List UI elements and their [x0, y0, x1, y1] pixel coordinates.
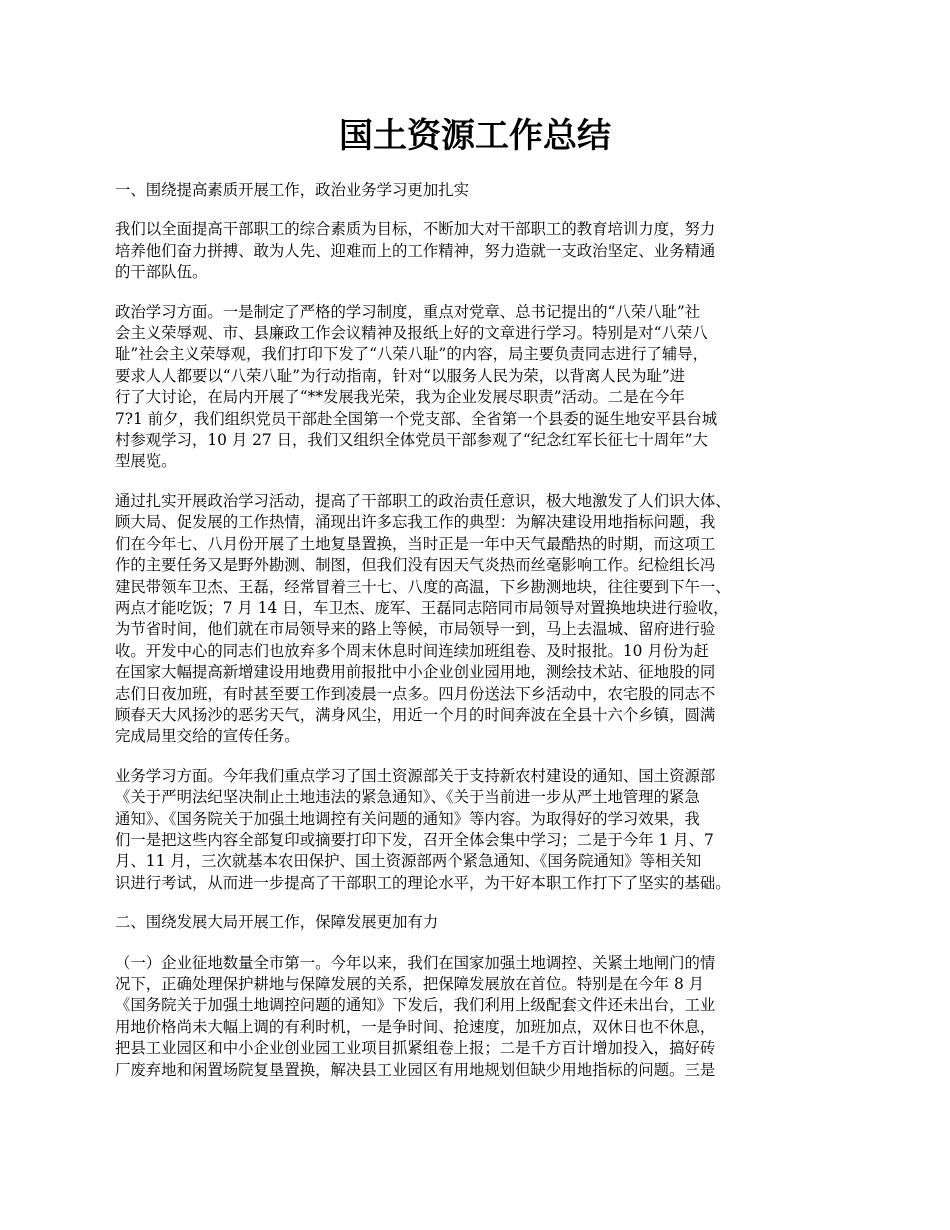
text-line: 会主义荣辱观、市、县廉政工作会议精神及报纸上好的文章进行学习。特别是对“八荣八	[115, 324, 708, 343]
text-line: 行了大讨论，在局内开展了“**发展我光荣，我为企业发展尽职责”活动。二是在今年	[115, 388, 685, 407]
paragraph-study-results	[115, 491, 853, 748]
text-line: 识进行考试，从而进一步提高了干部职工的理论水平，为干好本职工作打下了坚实的基础。	[115, 873, 731, 892]
document-body	[115, 180, 853, 1099]
document-title: 国土资源工作总结	[339, 116, 611, 156]
text-line: 《国务院关于加强土地调控问题的通知》下发后，我们利用上级配套文件还未出台，工业	[115, 996, 716, 1015]
text-line: 作的主要任务又是野外勘测、制图，但我们没有因天气炎热而丝毫影响工作。纪检组长冯	[115, 556, 716, 575]
text-line: 培养他们奋力拼搏、敢为人先、迎难而上的工作精神，努力造就一支政治坚定、业务精通	[115, 241, 716, 260]
text-line: 们在今年七、八月份开展了土地复垦置换，当时正是一年中天气最酷热的时期，而这项工	[115, 534, 716, 553]
text-line: （一）企业征地数量全市第一。今年以来，我们在国家加强土地调控、关紧土地闸门的情	[115, 953, 716, 972]
paragraph-land-acquisition	[115, 953, 853, 1081]
text-line: 通知》、《国务院关于加强土地调控有关问题的通知》等内容。为取得好的学习效果，我	[115, 809, 700, 828]
text-line: 收。开发中心的同志们也放弃多个周末休息时间连续加班组卷、及时报批。10 月份为赶	[115, 641, 709, 660]
text-line: 7?1 前夕，我们组织党员干部赴全国第一个党支部、全省第一个县委的诞生地安平县台城	[115, 409, 718, 428]
text-line: 月、11 月，三次就基本农田保护、国土资源部两个紧急通知、《国务院通知》等相关知	[115, 852, 702, 871]
text-line: 把县工业园区和中小企业创业园工业项目抓紧组卷上报；二是千方百计增加投入，搞好砖	[115, 1039, 716, 1058]
text-line: 政治学习方面。一是制定了严格的学习制度，重点对党章、总书记提出的“八荣八耻”社	[115, 302, 701, 321]
paragraph-political-study	[115, 302, 853, 473]
text-line: 在国家大幅提高新增建设用地费用前报批中小企业创业园用地，测绘技术站、征地股的同	[115, 663, 716, 682]
text-line: 为节省时间，他们就在市局领导来的路上等候，市局领导一到，马上去温城、留府进行验	[115, 620, 716, 639]
section-heading-1: 一、围绕提高素质开展工作，政治业务学习更加扎实	[115, 181, 469, 199]
text-line: 型展览。	[115, 452, 177, 471]
text-line: 顾大局、促发展的工作热情，涌现出许多忘我工作的典型：为解决建设用地指标问题，我	[115, 513, 716, 532]
text-line: 《关于严明法纪坚决制止土地违法的紧急通知》、《关于当前进一步从严土地管理的紧急	[115, 788, 700, 807]
text-line: 通过扎实开展政治学习活动，提高了干部职工的政治责任意识，极大地激发了人们识大体、	[115, 491, 731, 510]
text-line: 村参观学习，10 月 27 日，我们又组织全体党员干部参观了“纪念红军长征七十周年”大	[115, 431, 708, 450]
text-line: 要求人人都要以“八荣八耻”为行动指南，针对“以服务人民为荣，以背离人民为耻”进	[115, 366, 686, 385]
text-line: 顾春天大风扬沙的恶劣天气，满身风尘，用近一个月的时间奔波在全县十六个乡镇，圆满	[115, 705, 716, 724]
text-line: 耻”社会主义荣辱观，我们打印下发了“八荣八耻”的内容，局主要负责同志进行了辅导，	[115, 345, 709, 364]
text-line: 业务学习方面。今年我们重点学习了国土资源部关于支持新农村建设的通知、国土资源部	[115, 766, 716, 785]
text-line: 完成局里交给的宣传任务。	[115, 727, 300, 746]
text-line: 我们以全面提高干部职工的综合素质为目标，不断加大对干部职工的教育培训力度，努力	[115, 220, 716, 239]
text-line: 两点才能吃饭；7 月 14 日，车卫杰、庞军、王磊同志陪同市局领导对置换地块进行验收，	[115, 598, 729, 617]
text-line: 用地价格尚未大幅上调的有利时机，一是争时间、抢速度，加班加点，双休日也不休息，	[115, 1017, 716, 1036]
text-line: 的干部队伍。	[115, 263, 208, 282]
text-line: 们一是把这些内容全部复印或摘要打印下发，召开全体会集中学习；二是于今年 1 月、7	[115, 830, 714, 849]
text-line: 厂废弃地和闲置场院复垦置换，解决县工业园区有用地规划但缺少用地指标的问题。三是	[115, 1060, 716, 1079]
paragraph-intro	[115, 219, 853, 283]
section-heading-2: 二、围绕发展大局开展工作，保障发展更加有力	[115, 913, 439, 932]
text-line: 况下，正确处理保护耕地与保障发展的关系，把保障发展放在首位。特别是在今年 8 月	[115, 975, 705, 993]
text-line: 志们日夜加班，有时甚至要工作到凌晨一点多。四月份送法下乡活动中，农宅股的同志不	[115, 684, 716, 703]
paragraph-business-study	[115, 766, 853, 894]
text-line: 建民带领车卫杰、王磊，经常冒着三十七、八度的高温，下乡勘测地块，往往要到下午一、	[115, 577, 731, 596]
